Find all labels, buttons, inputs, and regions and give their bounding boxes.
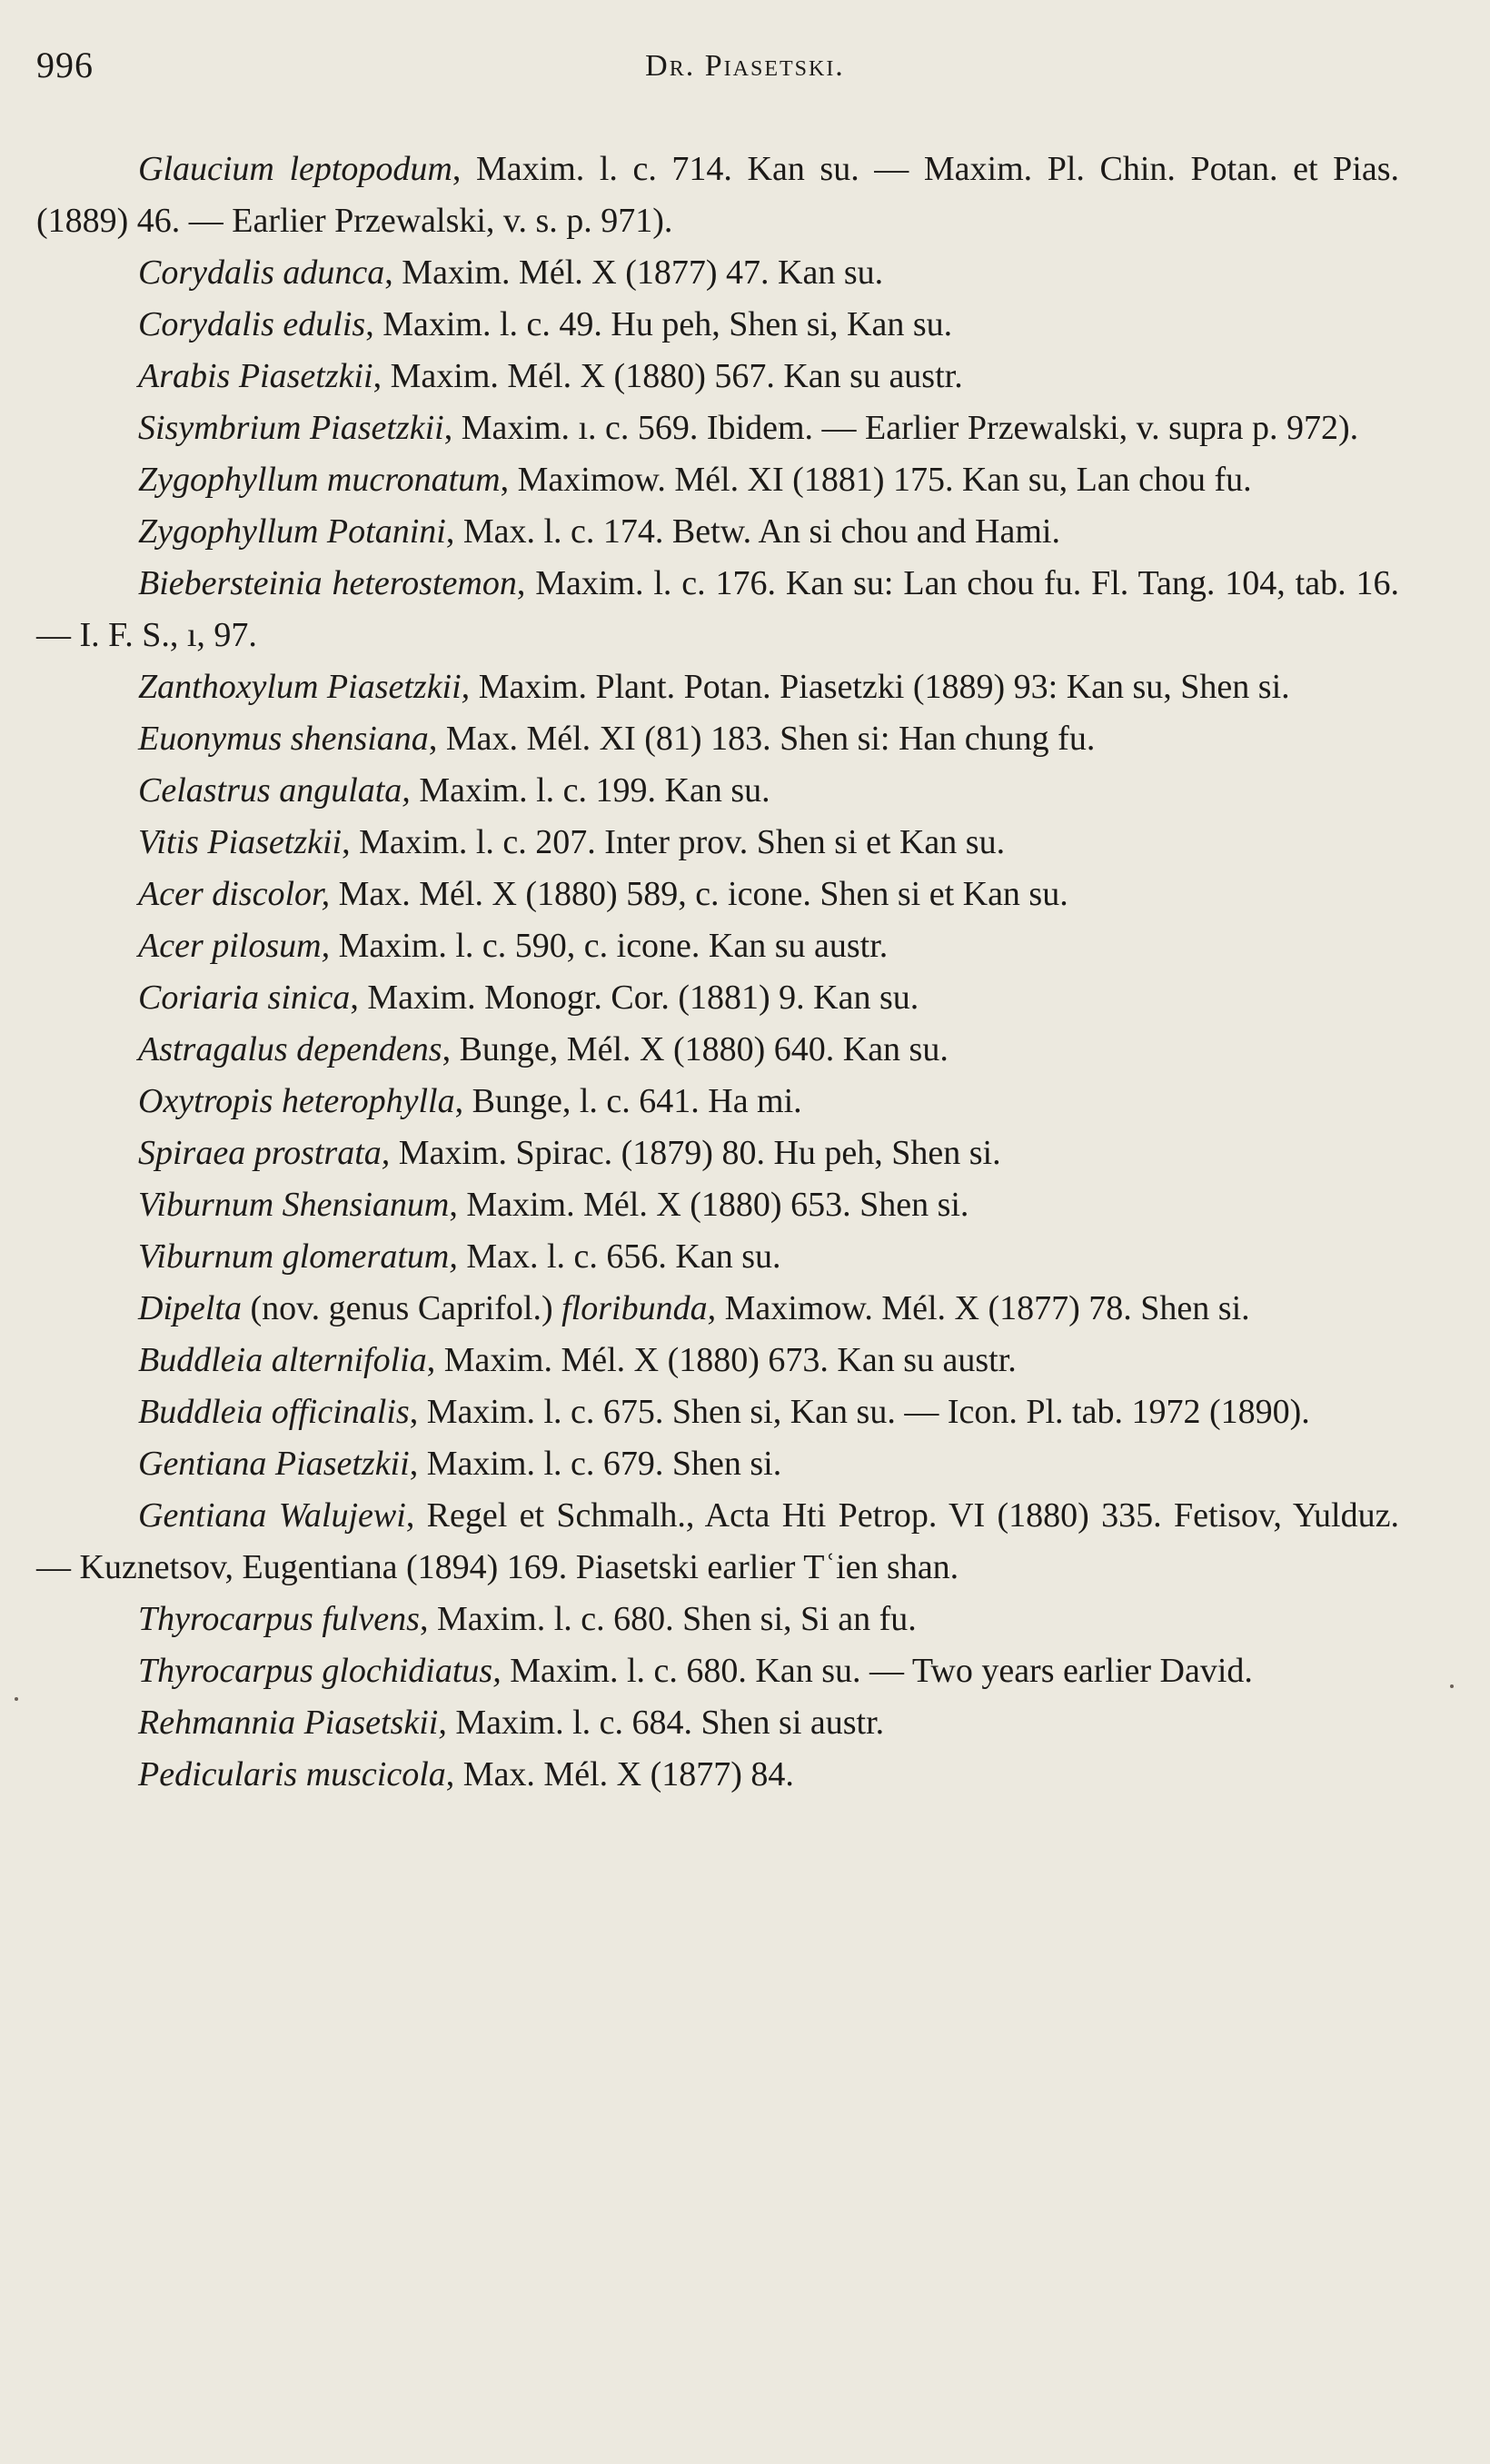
citation-text: , Maxim. l. c. 714. Kan su. — Maxim. Pl. Chin. Potan. et Pias. (1889) 46. — Earlier Przewalski, v. s. p. 971). bbox=[36, 150, 1400, 240]
species-entry bbox=[36, 1490, 1399, 1594]
species-entry bbox=[36, 506, 1399, 558]
species-name: Pedicularis muscicola bbox=[138, 1755, 446, 1793]
print-speck bbox=[15, 1697, 18, 1701]
species-name: Corydalis edulis bbox=[138, 305, 366, 343]
species-entry bbox=[36, 1024, 1399, 1076]
species-entry bbox=[36, 351, 1399, 402]
species-name: Astragalus dependens bbox=[138, 1030, 442, 1068]
citation-text: , Maxim. l. c. 49. Hu peh, Shen si, Kan su. bbox=[365, 305, 953, 343]
species-name: Buddleia officinalis bbox=[138, 1393, 410, 1431]
citation-text: , Maximow. Mél. XI (1881) 175. Kan su, Lan chou fu. bbox=[500, 461, 1252, 499]
species-name: Acer pilosum, bbox=[138, 927, 331, 965]
citation-text: Maxim. Plant. Potan. Piasetzki (1889) 93: Kan su, Shen si. bbox=[470, 668, 1290, 706]
species-entry bbox=[36, 1335, 1399, 1386]
citation-text: , Max. Mél. XI (81) 183. Shen si: Han chung fu. bbox=[428, 720, 1096, 758]
species-entry bbox=[36, 1594, 1399, 1645]
running-head: Dr. Piasetski. bbox=[645, 49, 845, 83]
citation-text: , Regel et Schmalh., Acta Hti Petrop. VI (1880) 335. Fetisov, Yulduz. — Kuznetsov, Eugentiana (1894) 169. Piasetski earlier Tʿien shan. bbox=[36, 1496, 1399, 1586]
species-name: Vitis Piasetzkii bbox=[138, 823, 343, 861]
citation-text: , Maxim. Mél. X (1877) 47. Kan su. bbox=[384, 253, 884, 292]
citation-text: Max. l. c. 656. Kan su. bbox=[457, 1237, 781, 1276]
species-name: Corydalis adunca bbox=[138, 253, 385, 292]
citation-text: , Maxim. l. c. 675. Shen si, Kan su. — Icon. Pl. tab. 1972 (1890). bbox=[409, 1393, 1310, 1431]
species-name: Gentiana Walujewi bbox=[138, 1496, 406, 1535]
species-name: Glaucium leptopodum bbox=[138, 150, 452, 188]
species-entry bbox=[36, 765, 1399, 817]
species-name: Gentiana Piasetzkii bbox=[138, 1445, 410, 1483]
species-name: Celastrus angulata, bbox=[138, 771, 411, 810]
species-entry bbox=[36, 247, 1399, 299]
citation-text: , Maxim. l. c. 207. Inter prov. Shen si et Kan su. bbox=[342, 823, 1006, 861]
species-name: Sisymbrium Piasetzkii bbox=[138, 409, 444, 447]
species-name: Dipelta bbox=[138, 1289, 242, 1327]
species-list bbox=[36, 144, 1399, 1801]
citation-text: , Bunge, Mél. X (1880) 640. Kan su. bbox=[442, 1030, 949, 1068]
species-name: Viburnum glomeratum, bbox=[138, 1237, 458, 1276]
species-entry bbox=[36, 869, 1399, 920]
citation-text: Maximow. Mél. X (1877) 78. Shen si. bbox=[716, 1289, 1250, 1327]
species-entry bbox=[36, 1179, 1399, 1231]
citation-text: , Maxim. Mél. X (1880) 567. Kan su austr. bbox=[372, 357, 963, 395]
species-name: Rehmannia Piasetskii, bbox=[138, 1704, 447, 1742]
species-name: Oxytropis heterophylla bbox=[138, 1082, 455, 1120]
species-name: Acer discolor, bbox=[138, 875, 331, 913]
species-name: Coriaria sinica bbox=[138, 979, 351, 1017]
species-entry bbox=[36, 558, 1399, 661]
citation-text: Maxim. l. c. 684. Shen si austr. bbox=[446, 1704, 885, 1742]
species-name: Spiraea prostrata, bbox=[138, 1134, 391, 1172]
citation-text: , Maxim. l. c. 679. Shen si. bbox=[409, 1445, 782, 1483]
species-entry bbox=[36, 1386, 1399, 1438]
citation-text: Max. Mél. X (1880) 589, c. icone. Shen si et Kan su. bbox=[330, 875, 1068, 913]
citation-text: , Bunge, l. c. 641. Ha mi. bbox=[454, 1082, 802, 1120]
species-entry bbox=[36, 661, 1399, 713]
citation-text: , Maxim. Mél. X (1880) 673. Kan su austr. bbox=[426, 1341, 1017, 1379]
citation-text: Maxim. l. c. 199. Kan su. bbox=[410, 771, 770, 810]
species-name: Viburnum Shensianum bbox=[138, 1186, 450, 1224]
species-name: Biebersteinia heterostemon bbox=[138, 564, 517, 602]
species-entry bbox=[36, 1128, 1399, 1179]
citation-text: , Maxim. l. c. 176. Kan su: Lan chou fu. Fl. Tang. 104, tab. 16. — I. F. S., ı, 97. bbox=[36, 564, 1399, 654]
species-name: Thyrocarpus glochidiatus, bbox=[138, 1652, 502, 1690]
species-entry bbox=[36, 1645, 1399, 1697]
species-name: Zanthoxylum Piasetzkii, bbox=[138, 668, 471, 706]
species-name: Euonymus shensiana bbox=[138, 720, 429, 758]
print-speck bbox=[1450, 1684, 1454, 1688]
citation-text: Maxim. Spirac. (1879) 80. Hu peh, Shen si. bbox=[390, 1134, 1001, 1172]
species-entry bbox=[36, 454, 1399, 506]
species-entry bbox=[36, 920, 1399, 972]
citation-text: (nov. genus Caprifol.) bbox=[241, 1289, 562, 1327]
species-entry bbox=[36, 1076, 1399, 1128]
species-name: Zygophyllum Potanini bbox=[138, 512, 446, 551]
species-entry bbox=[36, 1697, 1399, 1749]
citation-text: Maxim. l. c. 680. Kan su. — Two years earlier David. bbox=[501, 1652, 1253, 1690]
species-entry bbox=[36, 1749, 1399, 1801]
species-entry bbox=[36, 1283, 1399, 1335]
species-entry bbox=[36, 817, 1399, 869]
species-name: Zygophyllum mucronatum bbox=[138, 461, 501, 499]
species-entry bbox=[36, 402, 1399, 454]
page-header bbox=[36, 44, 1454, 98]
species-entry bbox=[36, 713, 1399, 765]
species-name: Buddleia alternifolia bbox=[138, 1341, 427, 1379]
citation-text: , Max. l. c. 174. Betw. An si chou and Hami. bbox=[445, 512, 1060, 551]
species-entry bbox=[36, 299, 1399, 351]
citation-text: , Maxim. l. c. 680. Shen si, Si an fu. bbox=[419, 1600, 917, 1638]
species-entry bbox=[36, 1231, 1399, 1283]
species-entry bbox=[36, 144, 1399, 247]
species-epithet: floribunda, bbox=[561, 1289, 717, 1327]
citation-text: Maxim. l. c. 590, c. icone. Kan su austr. bbox=[330, 927, 889, 965]
citation-text: , Maxim. ı. c. 569. Ibidem. — Earlier Przewalski, v. supra p. 972). bbox=[443, 409, 1359, 447]
species-name: Arabis Piasetzkii bbox=[138, 357, 373, 395]
citation-text: , Max. Mél. X (1877) 84. bbox=[445, 1755, 794, 1793]
citation-text: , Maxim. Mél. X (1880) 653. Shen si. bbox=[449, 1186, 969, 1224]
citation-text: , Maxim. Monogr. Cor. (1881) 9. Kan su. bbox=[350, 979, 919, 1017]
page-number: 996 bbox=[36, 45, 94, 85]
species-name: Thyrocarpus fulvens bbox=[138, 1600, 420, 1638]
species-entry bbox=[36, 1438, 1399, 1490]
species-entry bbox=[36, 972, 1399, 1024]
